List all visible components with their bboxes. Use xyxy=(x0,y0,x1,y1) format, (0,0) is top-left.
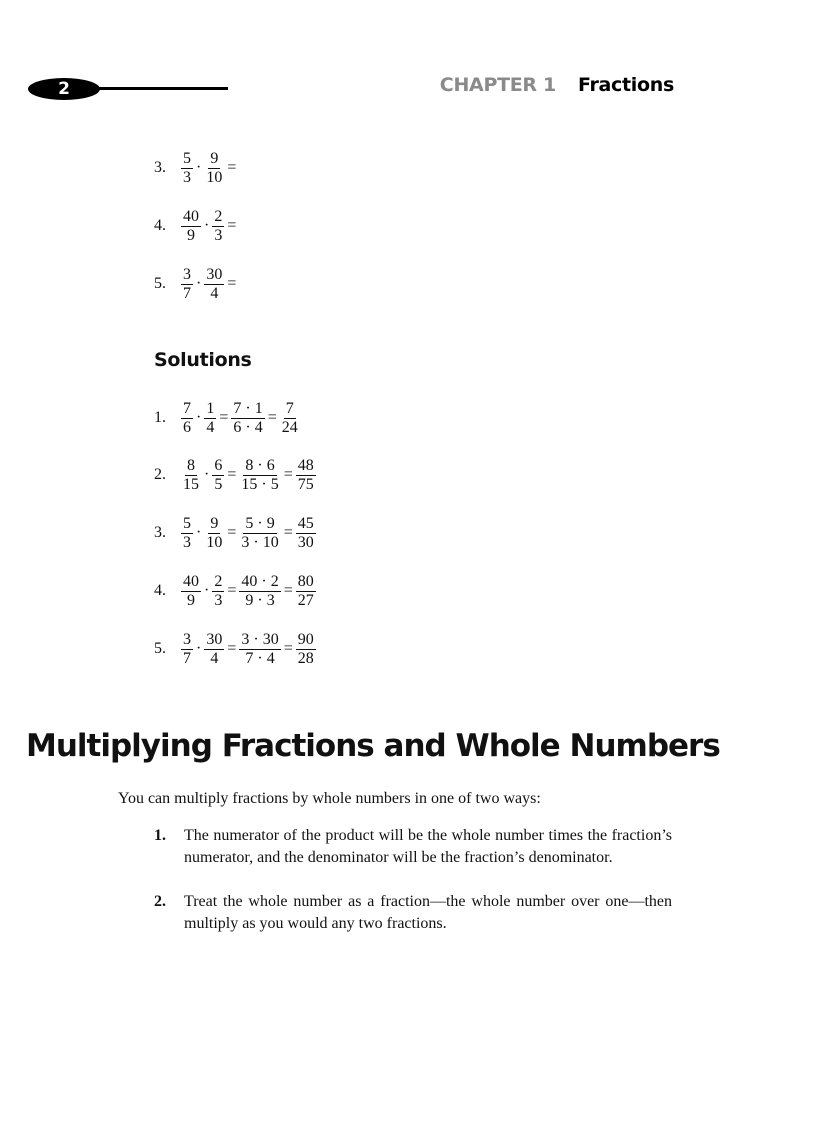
chapter-title: Fractions xyxy=(577,74,674,96)
fraction: $\frac{5 \cdot 9}{3 \cdot 10}$ xyxy=(241,514,279,551)
method-text: The numerator of the product will be the whole number times the fraction’s numerator, and the denominator will be the fraction’s denominator. xyxy=(184,827,672,866)
fraction: $\frac{6}{5}$ xyxy=(214,456,223,493)
section-title: Multiplying Fractions and Whole Numbers xyxy=(26,728,720,764)
method-1 xyxy=(154,825,672,869)
fraction: $\frac{48}{75}$ xyxy=(297,456,314,493)
fraction: $\frac{1}{4}$ xyxy=(206,399,215,436)
fraction: $\frac{8}{15}$ xyxy=(183,456,199,493)
page-number-badge: 2 xyxy=(28,78,100,100)
solution-2: 2. $\frac{8}{15}$ · $\frac{6}{5}$ = $\frac{8 \cdot 6}{15 \cdot 5}$ = $\frac{48}{75}$ xyxy=(154,456,314,493)
fraction: $\frac{3}{7}$ xyxy=(183,630,191,667)
fraction: $\frac{5}{3}$ xyxy=(183,149,191,186)
solution-4: 4. $\frac{40}{9}$ · $\frac{2}{3}$ = $\frac{40 \cdot 2}{9 \cdot 3}$ = $\frac{80}{27}$ xyxy=(154,572,314,609)
problem-5: 5. $\frac{3}{7}$ · $\frac{30}{4}$ = xyxy=(154,265,237,302)
solution-5: 5. $\frac{3}{7}$ · $\frac{30}{4}$ = $\frac{3 \cdot 30}{7 \cdot 4}$ = $\frac{90}{28}$ xyxy=(154,630,314,667)
fraction: $\frac{9}{10}$ xyxy=(206,149,223,186)
fraction: $\frac{7 \cdot 1}{6 \cdot 4}$ xyxy=(233,399,263,436)
fraction: $\frac{3 \cdot 30}{7 \cdot 4}$ xyxy=(241,630,279,667)
solution-3: 3. $\frac{5}{3}$ · $\frac{9}{10}$ = $\frac{5 \cdot 9}{3 \cdot 10}$ = $\frac{45}{30}$ xyxy=(154,514,314,551)
fraction: $\frac{7}{6}$ xyxy=(183,399,191,436)
fraction: $\frac{8 \cdot 6}{15 \cdot 5}$ xyxy=(241,456,279,493)
problem-label: 4. xyxy=(154,217,166,234)
solution-label: 3. xyxy=(154,524,166,541)
solution-1: 1. $\frac{7}{6}$ · $\frac{1}{4}$ = $\frac{7 \cdot 1}{6 \cdot 4}$ = $\frac{7}{24}$ xyxy=(154,399,298,436)
fraction: $\frac{30}{4}$ xyxy=(206,630,223,667)
solution-label: 5. xyxy=(154,640,166,657)
fraction: $\frac{3}{7}$ xyxy=(183,265,191,302)
solutions-heading: Solutions xyxy=(154,349,252,371)
problem-3: 3. $\frac{5}{3}$ · $\frac{9}{10}$ = xyxy=(154,149,237,186)
fraction: $\frac{80}{27}$ xyxy=(297,572,314,609)
fraction: $\frac{5}{3}$ xyxy=(183,514,191,551)
method-number: 2. xyxy=(154,893,166,910)
header-rule xyxy=(92,87,228,90)
fraction: $\frac{40}{9}$ xyxy=(183,207,199,244)
problem-label: 3. xyxy=(154,159,166,176)
chapter-header xyxy=(440,74,674,96)
solution-label: 4. xyxy=(154,582,166,599)
solution-label: 1. xyxy=(154,409,166,426)
fraction: $\frac{7}{24}$ xyxy=(281,399,298,436)
fraction: $\frac{40}{9}$ xyxy=(183,572,199,609)
intro-paragraph: You can multiply fractions by whole numbers in one of two ways: xyxy=(118,790,541,807)
method-2 xyxy=(154,891,672,935)
fraction: $\frac{2}{3}$ xyxy=(214,207,223,244)
method-text: Treat the whole number as a fraction—the whole number over one—then multiply as you would any two fractions. xyxy=(184,893,672,932)
fraction: $\frac{90}{28}$ xyxy=(297,630,314,667)
solution-label: 2. xyxy=(154,466,166,483)
fraction: $\frac{40 \cdot 2}{9 \cdot 3}$ xyxy=(241,572,279,609)
fraction: $\frac{30}{4}$ xyxy=(206,265,223,302)
fraction: $\frac{9}{10}$ xyxy=(206,514,223,551)
method-number: 1. xyxy=(154,827,166,844)
problem-4: 4. $\frac{40}{9}$ · $\frac{2}{3}$ = xyxy=(154,207,237,244)
problem-label: 5. xyxy=(154,275,166,292)
fraction: $\frac{2}{3}$ xyxy=(214,572,223,609)
fraction: $\frac{45}{30}$ xyxy=(297,514,314,551)
chapter-label: CHAPTER 1 xyxy=(439,74,556,96)
